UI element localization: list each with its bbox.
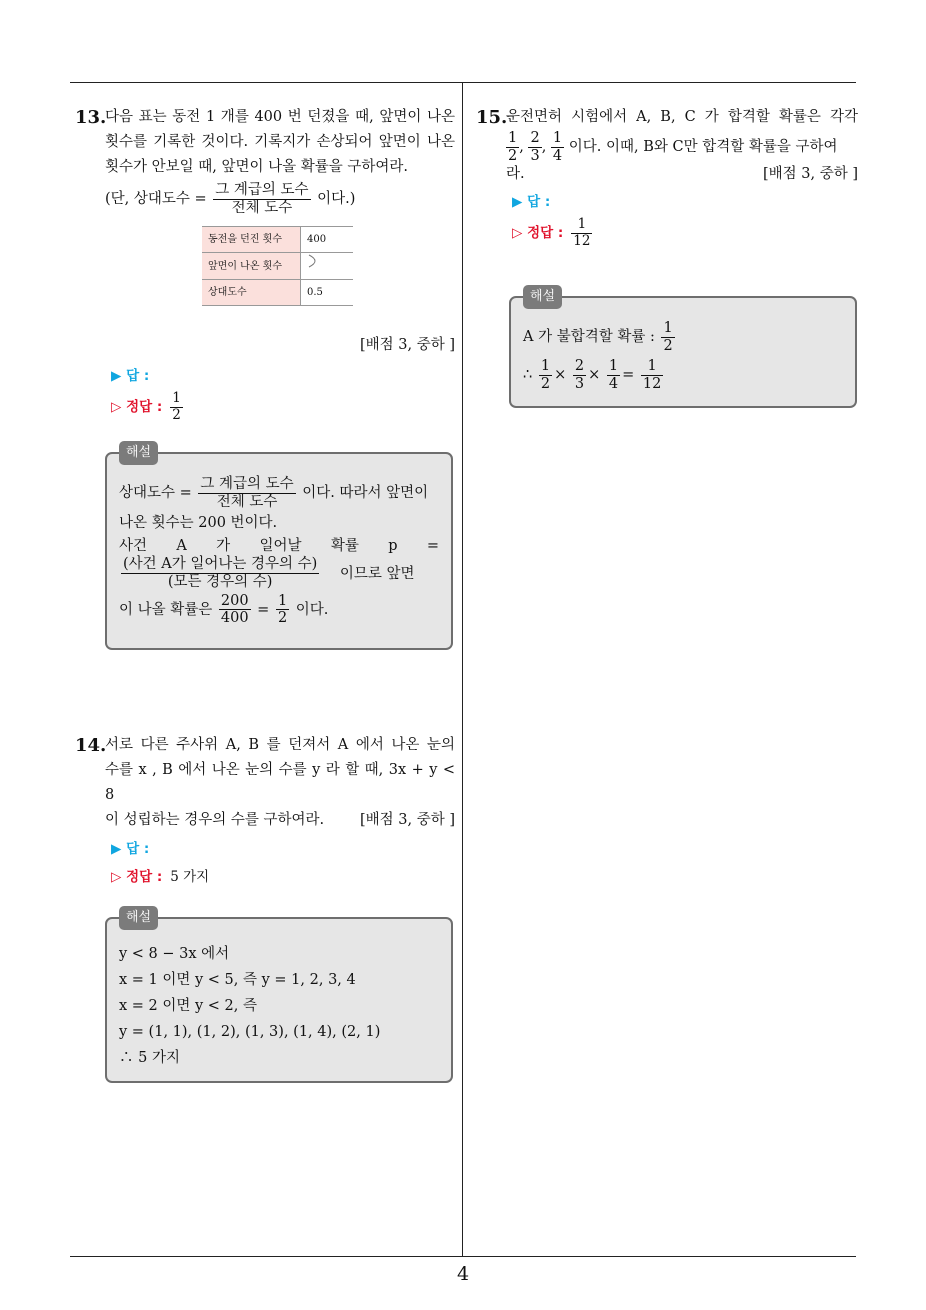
table-header-cell: 앞면이 나온 횟수 [202,253,301,280]
solution-tag: 해설 [119,906,158,930]
fraction: $\frac{1}{2}$ [540,358,551,393]
solution-tag: 해설 [523,285,562,309]
question-text-end: 이다. 이때, B와 C만 합격할 확률을 구하여 [568,139,838,156]
solution-line: 나온 횟수는 200 번이다. [119,515,278,532]
note-text: 이다.) [317,191,356,208]
table-row [202,227,353,253]
correct-value: 5 가지 [170,868,210,885]
solution-line: y = (1, 1), (1, 2), (1, 3), (1, 4), (2, 1) [119,1024,381,1040]
fraction: $\frac{2}{3}$ [530,130,540,164]
answer-label: ▶ 답 : [111,840,150,857]
solution-line [523,320,843,354]
solution-line: 사건 A 가 일어날 확률 p = [119,538,439,555]
question-text [506,164,858,184]
fraction: $\frac{1}{12}$ [573,216,591,249]
solution-text: 이다. [295,601,329,618]
fraction: $\frac{2}{3}$ [574,358,585,393]
question-text-end: 이 성립하는 경우의 수를 구하여라. [105,812,325,828]
question-text [105,808,455,833]
score: [배점 3, 중하 ] [762,166,858,183]
solution-text: A 가 불합격할 확률 : [523,329,655,346]
solution-line: ∴ $\frac{1}{2}$ × $\frac{2}{3}$ × $\frac{1}{4}$ = $\frac{1}{12}$ [523,358,662,393]
solution-text: 상대도수 = [119,485,192,502]
table-header-cell: 동전을 던진 횟수 [202,227,301,253]
correct-answer [512,216,858,250]
question-note [105,182,455,216]
torn-paper-icon [307,253,347,269]
fraction: $\frac{1}{2}$ [172,390,181,423]
solution-box [105,445,453,650]
question-text: 횟수가 안보일 때, 앞면이 나올 확률을 구하여라. [105,159,409,175]
solution-tag: 해설 [119,441,158,465]
question-number: 15. [476,107,508,128]
note-text: (단, 상대도수 = [105,191,207,208]
table-cell: 400 [301,227,354,253]
solution-line: ∴ 5 가지 [119,1050,180,1066]
fraction: $\frac{\text{그 계급의 도수}}{\text{전체 도수}}$ [200,476,294,510]
answer-block [111,835,455,891]
question-text-end: 라. [506,166,525,183]
solution-line: x = 1 이면 y < 5, 즉 y = 1, 2, 3, 4 [119,972,356,988]
solution-line [119,476,439,510]
table-header-cell: 상대도수 [202,280,301,306]
fraction: $\frac{1}{4}$ [608,358,619,393]
correct-answer [111,863,455,891]
question-number: 14. [75,735,107,756]
solution-line: x = 2 이면 y < 2, 즉 [119,998,258,1014]
score: [배점 3, 중하 ] [359,337,455,354]
question-14 [75,733,455,891]
question-text: 수를 x , B 에서 나온 눈의 수를 y 라 할 때, 3x + y < 8 [105,762,455,803]
question-number: 13. [75,107,107,128]
solution-text: 이 나올 확률은 [119,601,213,618]
solution-line: y < 8 − 3x 에서 [119,946,230,962]
solution-line [119,593,439,627]
correct-label: ▷ 정답 : [111,398,163,415]
answer-label: ▶ 답 : [512,193,551,210]
solution-box [509,289,857,408]
page-number: 4 [456,1263,470,1285]
fraction: $\frac{1}{2}$ [663,320,673,354]
solution-line [119,556,439,590]
fraction: $\frac{1}{2}$ [508,130,518,164]
question-text: 서로 다른 주사위 A, B 를 던져서 A 에서 나온 눈의 [105,737,455,753]
torn-cell [301,253,354,280]
table-row [202,253,353,280]
bottom-rule [70,1256,856,1257]
solution-box [105,910,453,1083]
therefore-symbol: ∴ [523,367,533,384]
correct-answer [111,390,455,424]
fraction: $\frac{200}{400}$ [220,592,249,627]
question-text: 다음 표는 동전 1 개를 400 번 던졌을 때, 앞면이 나온 [105,109,455,125]
answer-block [512,188,858,250]
fraction: $\frac{\text{(사건 A가 일어나는 경우의 수)}}{\text{(모든 경우의 수)}}$ [123,556,318,591]
column-divider [462,82,463,1257]
question-text: 운전면허 시험에서 A, B, C 가 합격할 확률은 각각 [506,109,858,125]
question-text: $\frac{1}{2}$ , $\frac{2}{3}$ , $\frac{1}{4}$ 이다. 이때, B와 C만 합격할 확률을 구하여 [508,130,838,164]
answer-label: ▶ 답 : [111,367,150,384]
fraction: $\frac{1}{12}$ [642,358,662,393]
fraction: $\frac{\text{그 계급의 도수}}{\text{전체 도수}}$ [215,182,309,216]
table-cell: 0.5 [301,280,354,306]
answer-block [111,362,455,424]
correct-label: ▷ 정답 : [512,224,564,241]
equals-sign: = [257,601,270,618]
question-13 [75,105,455,424]
data-table [202,226,353,306]
score: [배점 3, 중하 ] [359,812,455,828]
question-text: 횟수를 기록한 것이다. 기록지가 손상되어 앞면이 나온 [105,134,455,150]
table-row [202,280,353,306]
top-rule [70,82,856,83]
fraction: $\frac{1}{4}$ [552,130,563,164]
solution-text: 이다. 따라서 앞면이 [302,485,429,502]
solution-text: 이므로 앞면 [339,565,415,582]
fraction: $\frac{1}{2}$ [277,592,288,627]
correct-label: ▷ 정답 : [111,868,163,885]
question-15 [476,105,858,250]
